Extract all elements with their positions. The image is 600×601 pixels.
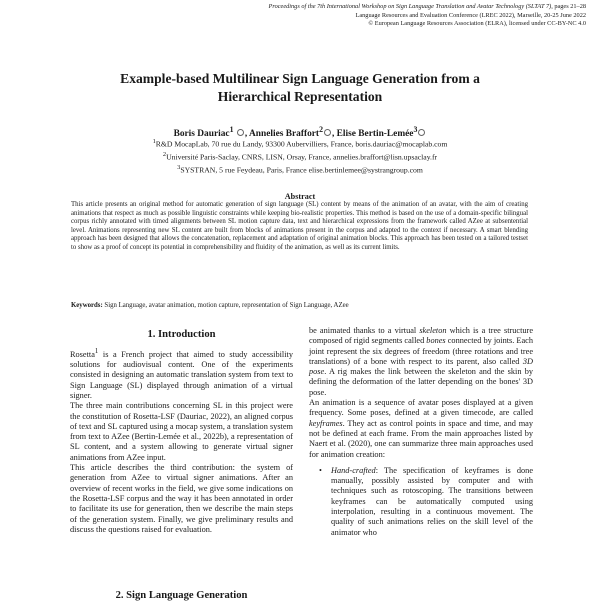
author-name: Elise Bertin-Lemée bbox=[336, 129, 414, 140]
paper-title: Example-based Multilinear Sign Language Generation from a Hierarchical Representation bbox=[120, 71, 480, 104]
affiliation: $^2$Université Paris-Saclay, CNRS, LISN, Orsay, France, annelies.braffort@lisn.upsaclay.fr bbox=[162, 150, 438, 162]
affiliation: $^1$R&D MocapLab, 70 rue du Landy, 93300 Aubervilliers, France, boris.dauriac@mocaplab.com bbox=[152, 138, 448, 149]
conference-line: Language Resources and Evaluation Conference (LREC 2022), Marseille, 20-25 June 2022 bbox=[355, 11, 586, 19]
bullet-marker: • bbox=[319, 465, 322, 475]
section-heading-generation: 2. Sign Language Generation bbox=[115, 590, 248, 601]
author-name: Annelies Braffort bbox=[249, 129, 320, 140]
left-column bbox=[70, 347, 293, 535]
body-paragraph: be animated thanks to a virtual skeleton which is a tree structure composed of rigid segments called bones connected by joints. Each joint represent the six degrees of freedom (three rotations and tree translations) of a bone with respect to its parent, also called 3D pose. A rig makes the link between the skeleton and the skin by defining the deformation of the latter depending on the bones' 3D pose. bbox=[309, 326, 533, 397]
right-column bbox=[309, 326, 533, 538]
author-list: Boris Dauriac$^1$ , Annelies Braffort$^2$ , Elise Bertin-Lemée$^3$ bbox=[60, 124, 540, 140]
proceedings-header bbox=[66, 3, 586, 29]
license-line: © European Language Resources Association (ELRA), licensed under CC-BY-NC 4.0 bbox=[368, 20, 586, 28]
abstract-text: This article presents an original method for automatic generation of sign language (SL) content by means of the animation of an avatar, with the aim of creating animations that respect as much as possible linguistic constraints while keeping bio-realistic properties. This method is based on the use of a domain-specific bilingual corpus richly annotated with timed alignments between SL motion capture data, text and hierarchical expressions from the framework called AZee at subsentential level. Animations representing new SL content are built from blocks of animations present in the corpus and adapted to the context if necessary. A smart blending approach has been designed that allows the concatenation, replacement and adaptation of original animation blocks. This approach has been tested on a tailored testset to show as a proof of concept its potential in comprehensibility and fluidity of the animation, as well as its current limits. bbox=[71, 201, 528, 251]
orcid-icon[interactable] bbox=[418, 129, 425, 136]
section-heading-introduction: 1. Introduction bbox=[147, 329, 216, 340]
orcid-icon[interactable] bbox=[324, 129, 331, 136]
body-paragraph: An animation is a sequence of avatar poses displayed at a given frequency. Some poses, defined at a given timecode, are called keyframes. They act as control points in space and time, and may not be defined at each frame. From the main approaches listed by Naert et al. (2020), one can summarize three main approaches used for animation creation: bbox=[309, 398, 533, 459]
keywords: Keywords: Sign Language, avatar animation, motion capture, representation of Sign Language, AZee bbox=[71, 302, 349, 309]
orcid-icon[interactable] bbox=[237, 129, 244, 136]
intro-paragraph: The three main contributions concerning SL in this project were the constitution of Rosetta-LSF (Dauriac, 2022), an aligned corpus of text and SL captured using a mocap system, a translation system from text to AZee (Bertin-Lemée et al., 2022b), a representation of SL content, and a system allowing to generate virtual signer animations from AZee input. bbox=[70, 401, 293, 462]
author-name: Boris Dauriac bbox=[173, 129, 230, 140]
list-item: • Hand-crafted: The specification of keyframes is done manually, possibly assisted by computer and with techniques such as rotoscoping. The transitions between keyframes can be automatically computed using interpolation, resulting in a continuous movement. The quality of such animations relies on the skill level of the animator who bbox=[319, 465, 533, 537]
abstract-heading: Abstract bbox=[284, 192, 316, 201]
affiliations bbox=[60, 137, 540, 176]
affiliation: $^3$SYSTRAN, 5 rue Feydeau, Paris, France elise.bertinlemee@systrangroup.com bbox=[177, 163, 423, 175]
proceedings-line: Proceedings of the 7th International Workshop on Sign Language Translation and Avatar Technology (SLTAT 7), pages 21–28 bbox=[268, 3, 586, 10]
intro-paragraph: Rosetta$^1$ is a French project that aimed to study accessibility solutions for audiovisual content. One of the experiments consisted in designing an automatic translation system from text to Sign Language (SL) displayed through animation of a virtual signer. bbox=[70, 348, 293, 400]
intro-paragraph: This article describes the third contribution: the system of generation from AZee to virtual signer animations. After an overview of recent works in the field, we give some indications on the Rosetta-LSF corpus and the way it has been annotated in order to facilitate its use for generation, then we describe the main steps of the generation system. Finally, we give preliminary results and discuss the questions raised for evaluation. bbox=[70, 463, 293, 534]
